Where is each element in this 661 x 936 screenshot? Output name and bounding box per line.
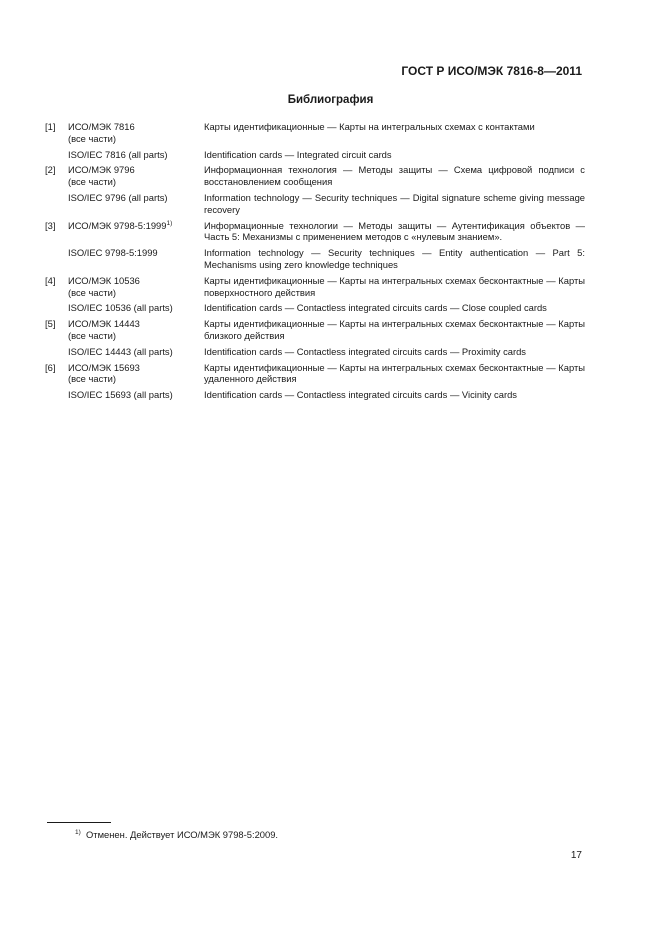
- bibliography-entry: [45, 220, 585, 275]
- page-title: Библиография: [287, 94, 374, 106]
- entry-source: [68, 149, 204, 161]
- entry-row: [68, 362, 585, 386]
- entry-number: [3]: [45, 219, 56, 231]
- entry-source: [68, 389, 204, 401]
- entry-source-designation: ISO/IEC 14443 (all parts): [68, 345, 173, 357]
- entry-source-designation: ISO/IEC 7816 (all parts): [68, 148, 168, 160]
- page-number: 17: [570, 850, 582, 861]
- entry-source-scope: (все части): [68, 373, 116, 385]
- entry-source-designation: ISO/IEC 10536 (all parts): [68, 302, 173, 314]
- entry-description: Информационные технологии — Методы защиты — Аутентификация объектов — Часть 5: Механизмы с применением методов с «нулевым знанием».: [204, 219, 585, 243]
- entry-number: [1]: [45, 121, 56, 132]
- entry-source: [68, 275, 204, 299]
- entry-row: [68, 275, 585, 299]
- entry-source-scope: (все части): [68, 132, 116, 144]
- entry-number: [6]: [45, 361, 56, 373]
- entry-row: [68, 220, 585, 244]
- entry-source-scope: (все части): [68, 176, 116, 188]
- entry-source-designation: ИСО/МЭК 10536: [68, 274, 140, 286]
- entry-source: [68, 247, 204, 271]
- entry-source-designation: ИСО/МЭК 9798-5:1999: [68, 219, 167, 231]
- entry-source: [68, 121, 204, 145]
- entry-description: Информационная технология — Методы защиты — Схема цифровой подписи с восстановлением сообщения: [204, 164, 585, 188]
- entry-number: [4]: [45, 274, 56, 286]
- entry-source-scope: (все части): [68, 286, 116, 298]
- entry-description: Карты идентификационные — Карты на интегральных схемах бесконтактные — Карты удаленного действия: [204, 361, 585, 385]
- entry-description: Identification cards — Contactless integrated circuits cards — Proximity cards: [204, 345, 526, 357]
- bibliography-entry: [45, 318, 585, 361]
- entry-source: [68, 192, 204, 216]
- entry-description: Identification cards — Integrated circuit cards: [204, 148, 392, 160]
- bibliography-entry: [45, 362, 585, 405]
- entry-row: [68, 389, 585, 401]
- document-code: ГОСТ Р ИСО/МЭК 7816-8—2011: [401, 64, 582, 78]
- bibliography-entry: [45, 121, 585, 164]
- bibliography-entry: [45, 164, 585, 219]
- entry-source-designation: ISO/IEC 9796 (all parts): [68, 191, 168, 203]
- entry-description: Карты идентификационные — Карты на интегральных схемах бесконтактные — Карты поверхностного действия: [204, 274, 585, 298]
- entry-description: Карты идентификационные — Карты на интегральных схемах бесконтактные — Карты близкого действия: [204, 318, 585, 341]
- entry-description: Identification cards — Contactless integrated circuits cards — Close coupled cards: [204, 302, 547, 314]
- entry-source: [68, 302, 204, 314]
- entry-row: [68, 149, 585, 161]
- footnote-mark: 1): [75, 828, 81, 836]
- entry-row: [68, 318, 585, 342]
- entry-description: Information technology — Security techniques — Entity authentication — Part 5: Mechanisms using zero knowledge techniques: [204, 247, 585, 270]
- entry-row: [68, 121, 585, 145]
- entry-description: Карты идентификационные — Карты на интегральных схемах с контактами: [204, 121, 535, 132]
- entry-source-designation: ISO/IEC 15693 (all parts): [68, 389, 173, 401]
- entry-source: [68, 362, 204, 386]
- entry-row: [68, 192, 585, 216]
- entry-source-designation: ИСО/МЭК 15693: [68, 361, 140, 373]
- entry-source: [68, 164, 204, 188]
- entry-description: Information technology — Security techniques — Digital signature scheme giving message recovery: [204, 191, 585, 215]
- entry-source-designation: ИСО/МЭК 9796: [68, 164, 135, 176]
- bibliography-list: [45, 121, 585, 405]
- footnote-text: Отменен. Действует ИСО/МЭК 9798-5:2009.: [86, 829, 279, 840]
- entry-source-designation: ИСО/МЭК 14443: [68, 318, 140, 330]
- entry-source-scope: (все части): [68, 329, 116, 341]
- entry-number: [5]: [45, 318, 56, 330]
- entry-row: [68, 247, 585, 271]
- entry-source: [68, 346, 204, 358]
- entry-source: [68, 220, 204, 244]
- footnote: [75, 829, 278, 840]
- entry-row: [68, 346, 585, 358]
- entry-source-designation: ISO/IEC 9798-5:1999: [68, 247, 158, 259]
- footnote-divider: [47, 822, 111, 823]
- entry-source-designation: ИСО/МЭК 7816: [68, 121, 135, 132]
- entry-description: Identification cards — Contactless integrated circuits cards — Vicinity cards: [204, 389, 517, 401]
- entry-row: [68, 302, 585, 314]
- entry-number: [2]: [45, 164, 56, 176]
- entry-source: [68, 318, 204, 342]
- bibliography-entry: [45, 275, 585, 318]
- footnote-ref: 1): [166, 219, 173, 227]
- entry-row: [68, 164, 585, 188]
